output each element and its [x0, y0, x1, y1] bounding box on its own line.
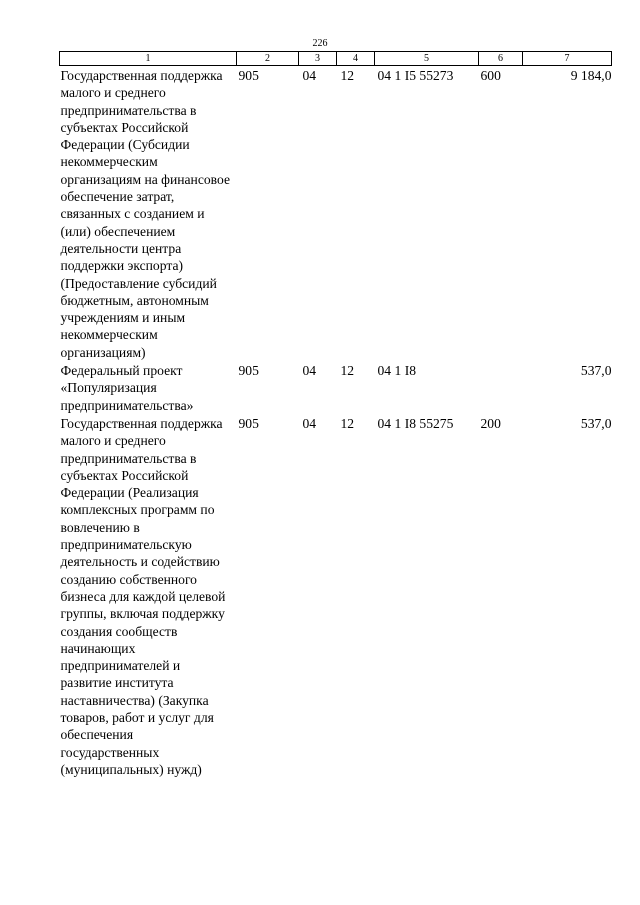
target-article-code: 04 1 I8 — [377, 363, 417, 379]
amount-value: 537,0 — [580, 363, 612, 379]
table-row — [60, 66, 612, 362]
target-article-code: 04 1 I8 55275 — [377, 415, 454, 431]
column-header-4: 4 — [337, 52, 375, 66]
column-number-header-row — [60, 52, 612, 66]
budget-table — [59, 51, 612, 778]
section-code: 04 — [302, 68, 317, 83]
ministry-code: 905 — [238, 363, 259, 379]
amount-value: 9 184,0 — [570, 68, 612, 83]
subsection-code: 12 — [340, 415, 355, 431]
expense-type-code: 200 — [480, 415, 501, 431]
column-header-6: 6 — [479, 52, 523, 66]
ministry-code: 905 — [238, 415, 259, 431]
column-header-7: 7 — [523, 52, 612, 66]
section-code: 04 — [302, 415, 317, 431]
row-name: Государственная поддержка малого и среднего предпринимательства в субъектах Российской Федерации (Субсидии некоммерческим организациям на финансовое обеспечение затрат, связанных с созданием и (или) обеспечением деятельности центра поддержки экспорта) (Предоставление субсидий бюджетным, автономным учреждениям и иным некоммерческим организациям) — [60, 68, 230, 360]
column-header-1: 1 — [60, 52, 237, 66]
expense-type-code: 600 — [480, 68, 501, 83]
column-header-5: 5 — [375, 52, 479, 66]
subsection-code: 12 — [340, 68, 355, 83]
amount-value: 537,0 — [580, 415, 612, 431]
column-header-3: 3 — [299, 52, 337, 66]
subsection-code: 12 — [340, 363, 355, 379]
expense-type-code — [479, 361, 523, 414]
page-number: 226 — [312, 38, 328, 49]
table-row — [60, 361, 612, 414]
row-name: Государственная поддержка малого и среднего предпринимательства в субъектах Российской Федерации (Реализация комплексных программ по вовлечению в предпринимательскую деятельность и содействию созданию собственного бизнеса для каждой целевой группы, включая поддержку создания сообществ начинающих предпринимателей и развитие института наставничества) (Закупка товаров, работ и услуг для обеспечения государственных (муниципальных) нужд) — [60, 415, 226, 777]
target-article-code: 04 1 I5 55273 — [377, 68, 454, 83]
row-name: Федеральный проект «Популяризация предпринимательства» — [60, 363, 194, 413]
column-header-2: 2 — [237, 52, 299, 66]
section-code: 04 — [302, 363, 317, 379]
ministry-code: 905 — [238, 68, 259, 83]
table-row — [60, 414, 612, 778]
